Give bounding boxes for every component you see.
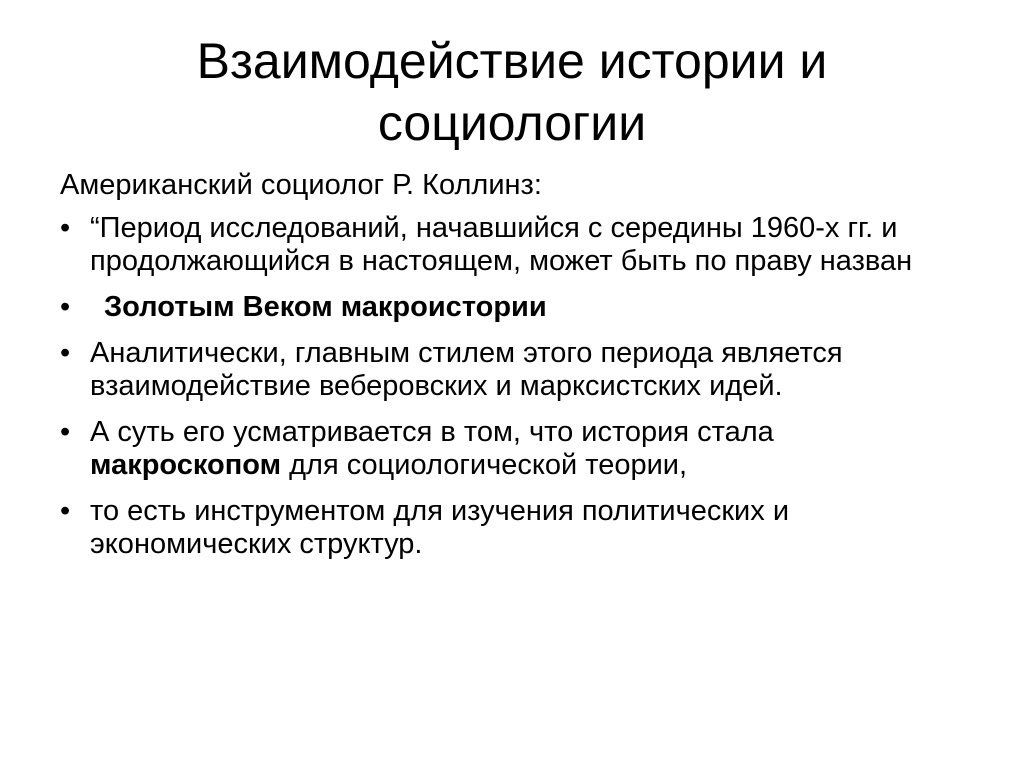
bullet-text: Аналитически, главным стилем этого периода является взаимодействие веберовских и марксистских идей. <box>90 337 843 402</box>
bullet-text-before: А суть его усматривается в том, что история стала <box>90 416 774 448</box>
slide-title: Взаимодействие истории и социологии <box>196 33 828 151</box>
bullet-item-instrument <box>60 495 960 561</box>
intro-text: Американский социолог Р. Коллинз: <box>60 169 542 201</box>
bullet-item-golden-age <box>60 291 960 324</box>
bullet-text: то есть инструментом для изучения политических и экономических структур. <box>90 495 790 560</box>
bullet-list <box>60 212 960 574</box>
bullet-icon: • <box>60 495 71 527</box>
bullet-item-macroscope <box>60 416 960 482</box>
bullet-icon: • <box>60 337 71 369</box>
bullet-icon: • <box>60 291 71 323</box>
bullet-text-macroscope: макроскопом <box>90 449 282 481</box>
bullet-text-bold: Золотым Веком макроистории <box>104 291 547 323</box>
bullet-text-after: для социологической теории, <box>281 449 688 481</box>
bullet-icon: • <box>60 416 71 448</box>
bullet-text: “Период исследований, начавшийся с середины 1960-х гг. и продолжающийся в настоящем, может быть по праву назван <box>90 212 913 277</box>
bullet-item-quote <box>60 212 960 278</box>
bullet-icon: • <box>60 212 71 244</box>
bullet-item-analytic-style <box>60 337 960 403</box>
